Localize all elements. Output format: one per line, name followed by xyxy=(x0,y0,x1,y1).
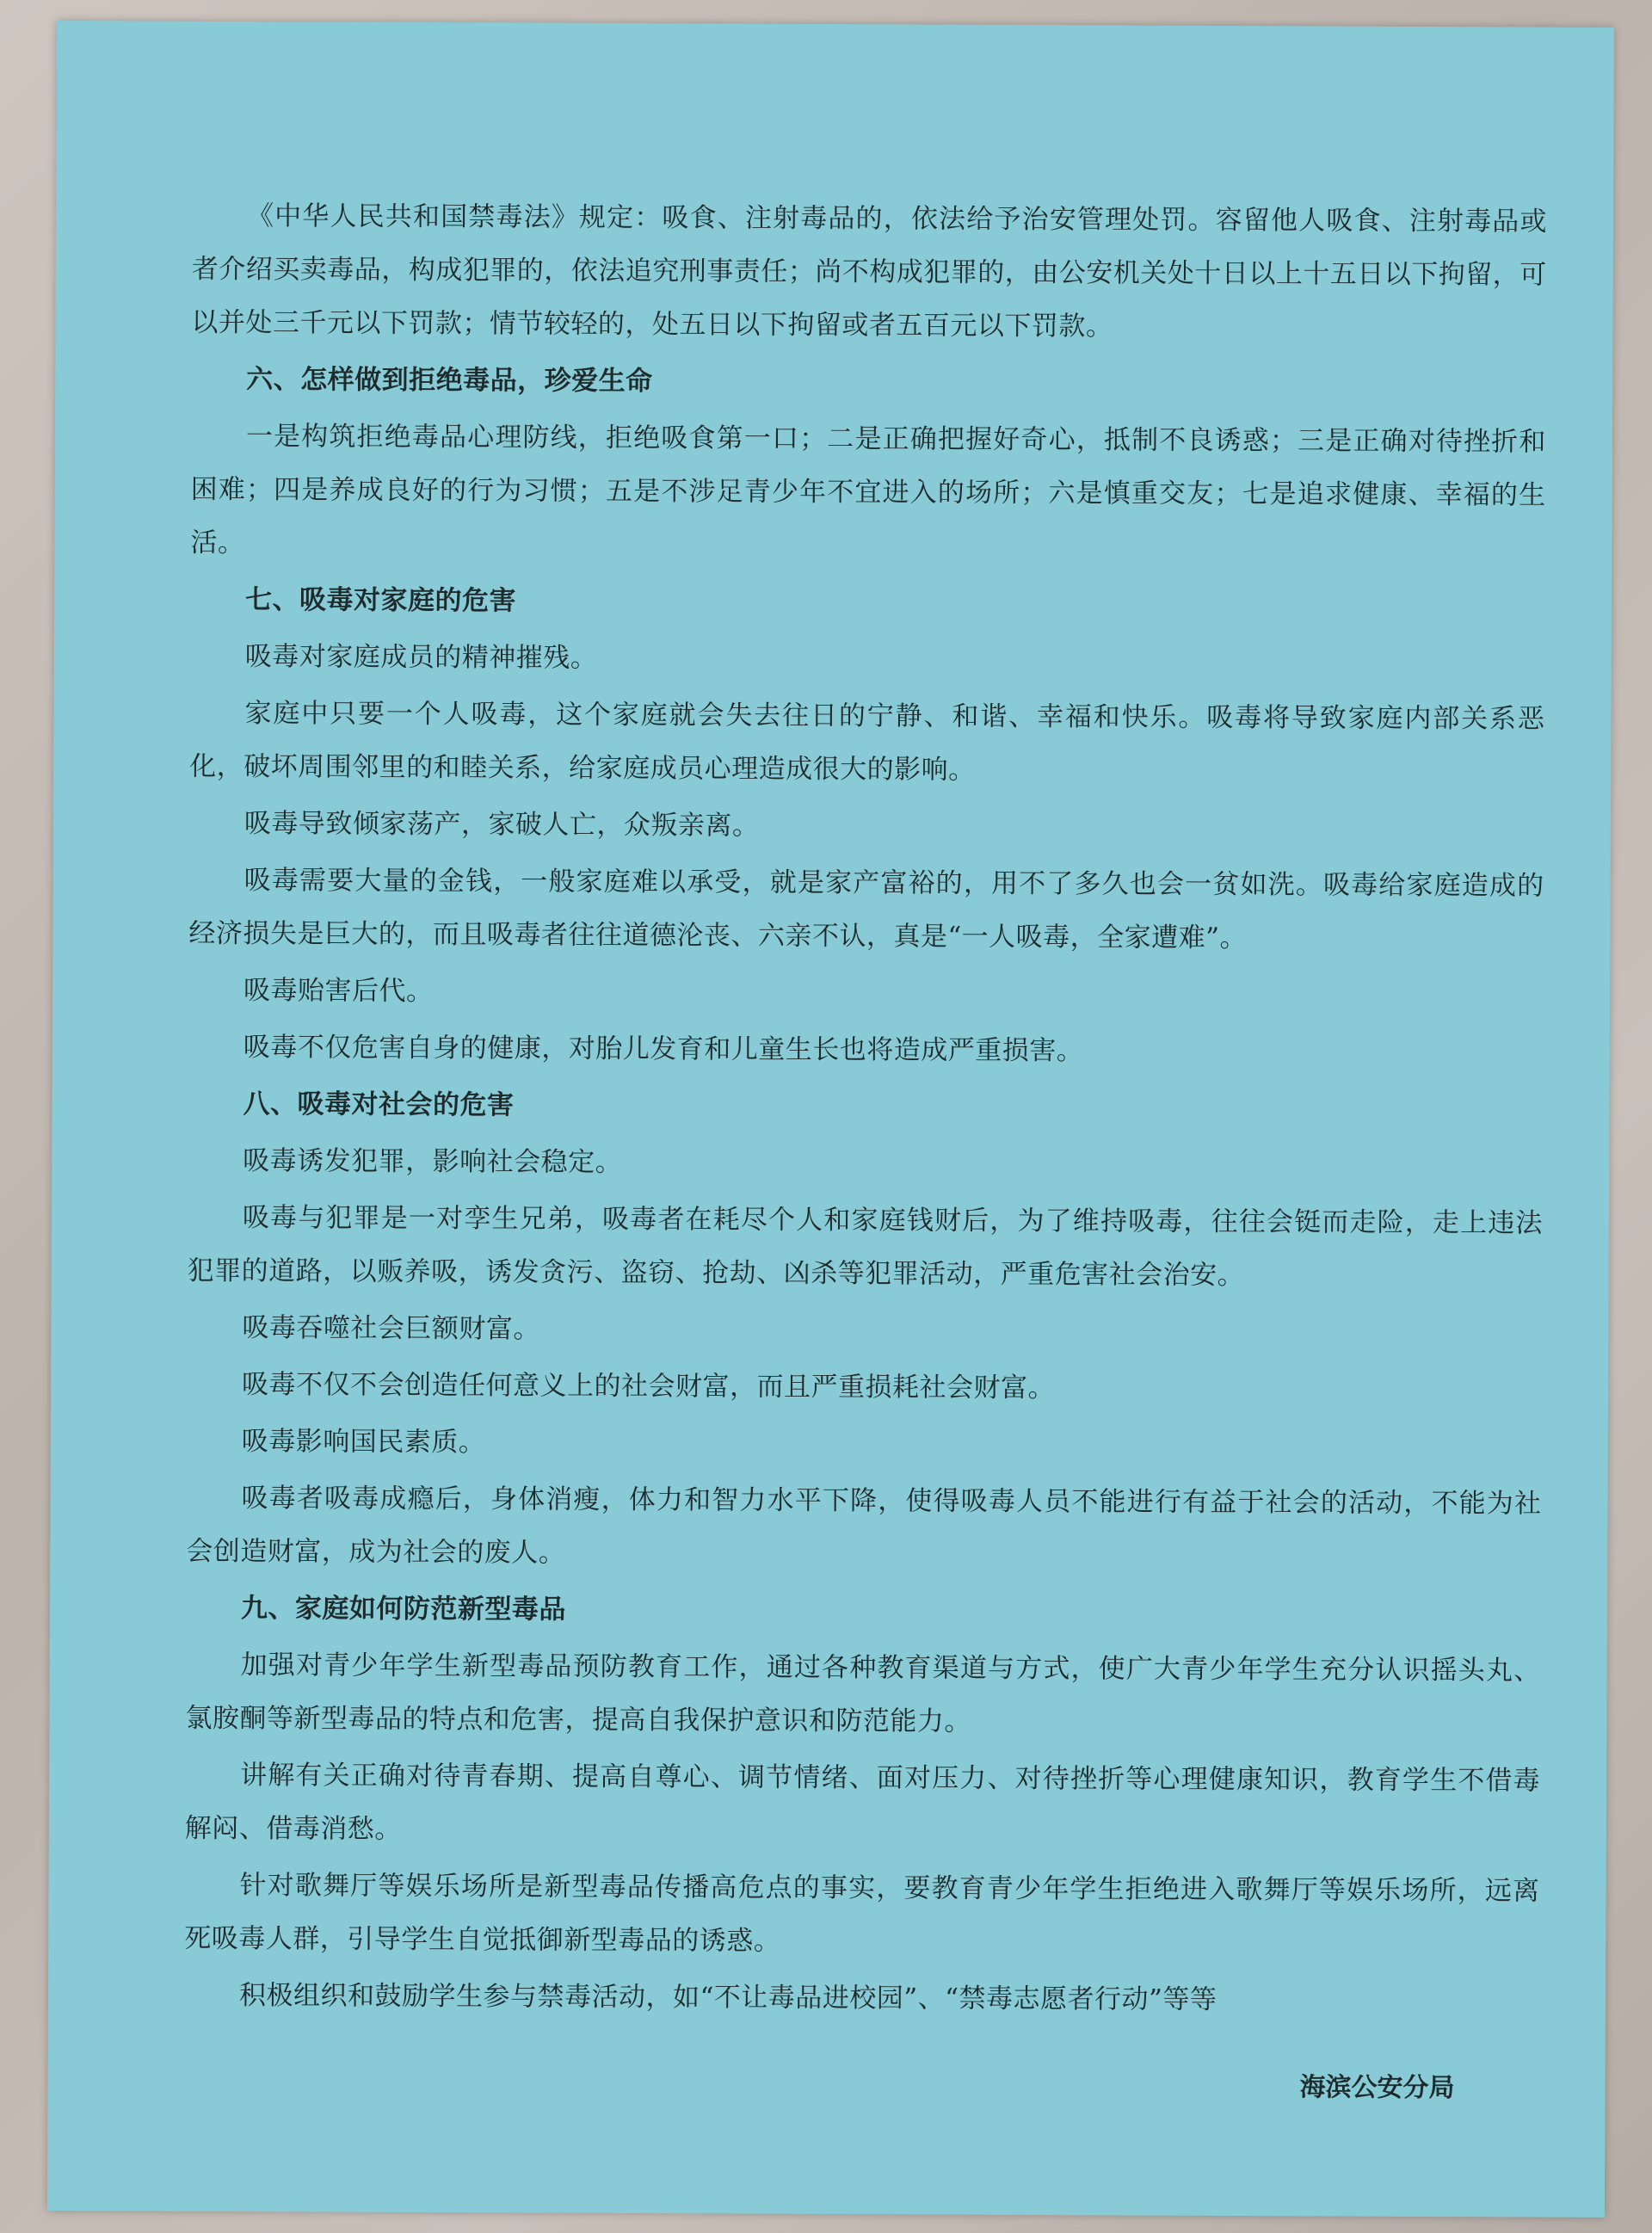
paragraph: 家庭中只要一个人吸毒，这个家庭就会失去往日的宁静、和谐、幸福和快乐。吸毒将导致家庭内部关系恶化，破坏周围邻里的和睦关系，给家庭成员心理造成很大的影响。 xyxy=(189,698,1545,786)
paragraph: 吸毒导致倾家荡产，家破人亡，众叛亲离。 xyxy=(243,808,760,842)
section-heading: 八、吸毒对社会的危害 xyxy=(243,1089,515,1121)
paragraph: 吸毒不仅危害自身的健康，对胎儿发育和儿童生长也将造成严重损害。 xyxy=(243,1032,1084,1067)
paragraph: 一是构筑拒绝毒品心理防线，拒绝吸食第一口；二是正确把握好奇心，抵制不良诱惑；三是正确对待挫折和困难；四是养成良好的行为习惯；五是不涉足青少年不宜进入的场所；六是慎重交友；七是追求健康、幸福的生活。 xyxy=(190,421,1546,559)
paragraph: 《中华人民共和国禁毒法》规定：吸食、注射毒品的，依法给予治安管理处罚。容留他人吸食、注射毒品或者介绍买卖毒品，构成犯罪的，依法追究刑事责任；尚不构成犯罪的，由公安机关处十日以上十五日以下拘留，可以并处三千元以下罚款；情节较轻的，处五日以下拘留或者五百元以下罚款。 xyxy=(191,200,1548,342)
section-heading: 九、家庭如何防范新型毒品 xyxy=(240,1593,567,1625)
paper-sheet xyxy=(47,21,1614,2218)
paragraph: 积极组织和鼓励学生参与禁毒活动，如“不让毒品进校园”、“禁毒志愿者行动”等等 xyxy=(238,1979,1217,2015)
paragraph: 吸毒与犯罪是一对孪生兄弟，吸毒者在耗尽个人和家庭钱财后，为了维持吸毒，往往会铤而走险，走上违法犯罪的道路，以贩养吸，诱发贪污、盗窃、抢劫、凶杀等犯罪活动，严重危害社会治安。 xyxy=(187,1202,1544,1292)
paragraph: 吸毒诱发犯罪，影响社会稳定。 xyxy=(243,1145,623,1178)
section-heading: 七、吸毒对家庭的危害 xyxy=(244,584,517,617)
document-body xyxy=(184,189,1547,2032)
paragraph: 针对歌舞厅等娱乐场所是新型毒品传播高危点的事实，要教育青少年学生拒绝进入歌舞厅等娱乐场所，远离死吸毒人群，引导学生自觉抵御新型毒品的诱惑。 xyxy=(184,1869,1540,1957)
paragraph: 讲解有关正确对待青春期、提高自尊心、调节情绪、面对压力、对待挫折等心理健康知识，教育学生不借毒解闷、借毒消愁。 xyxy=(184,1760,1541,1845)
section-heading: 六、怎样做到拒绝毒品，珍爱生命 xyxy=(246,364,653,398)
paragraph: 加强对青少年学生新型毒品预防教育工作，通过各种教育渠道与方式，使广大青少年学生充分认识摇头丸、氯胺酮等新型毒品的特点和危害，提高自我保护意识和防范能力。 xyxy=(185,1650,1541,1737)
signature: 海滨公安分局 xyxy=(1299,2072,1455,2104)
paragraph: 吸毒贻害后代。 xyxy=(243,975,434,1007)
paragraph: 吸毒者吸毒成瘾后，身体消瘦，体力和智力水平下降，使得吸毒人员不能进行有益于社会的活动，不能为社会创造财富，成为社会的废人。 xyxy=(186,1483,1542,1569)
paragraph: 吸毒对家庭成员的精神摧残。 xyxy=(244,641,598,674)
paragraph: 吸毒不仅不会创造任何意义上的社会财富，而且严重损耗社会财富。 xyxy=(242,1369,1056,1404)
paragraph: 吸毒影响国民素质。 xyxy=(241,1426,486,1459)
paragraph: 吸毒吞噬社会巨额财富。 xyxy=(242,1312,540,1345)
paragraph: 吸毒需要大量的金钱，一般家庭难以承受，就是家产富裕的，用不了多久也会一贫如洗。吸毒给家庭造成的经济损失是巨大的，而且吸毒者往往道德沦丧、六亲不认，真是“一人吸毒，全家遭难”。 xyxy=(188,865,1544,954)
